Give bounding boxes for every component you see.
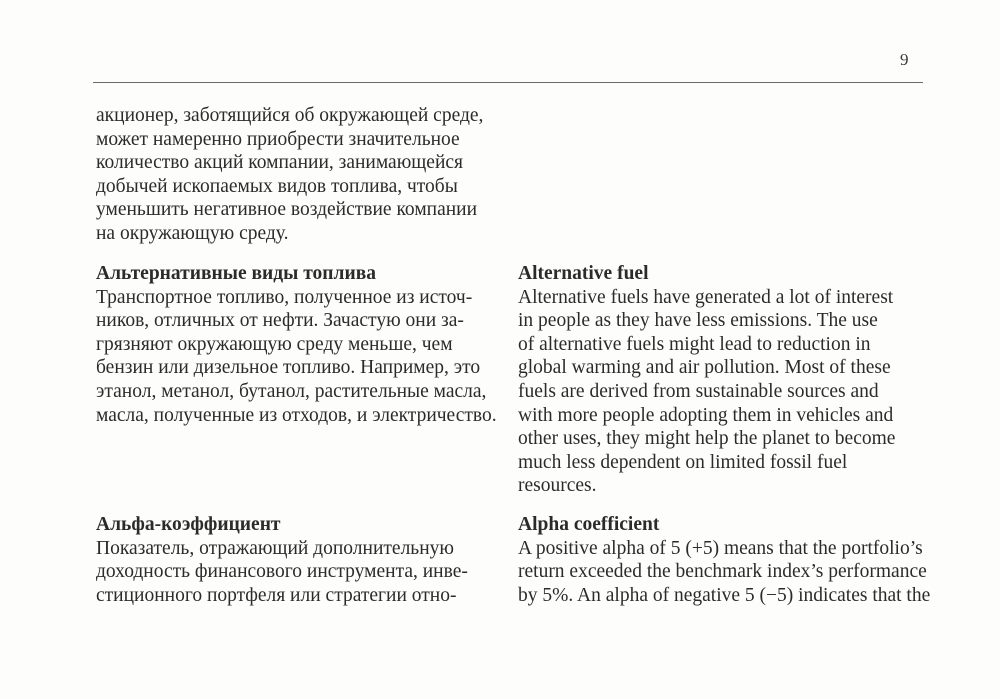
text-line: A positive alpha of 5 (+5) means that the portfolio’s	[518, 537, 923, 559]
text-line: масла, полученные из отходов, и электричество.	[96, 404, 497, 426]
glossary-entry-alpha-coefficient-ru	[96, 513, 468, 607]
text-line: Транспортное топливо, полученное из источ-	[96, 286, 473, 308]
text-line: этанол, метанол, бутанол, растительные масла,	[96, 380, 487, 402]
glossary-entry-alternative-fuel-en	[518, 262, 895, 498]
text-line: добычей ископаемых видов топлива, чтобы	[96, 175, 458, 197]
intro-paragraph	[96, 104, 483, 246]
header-rule	[93, 82, 923, 83]
entry-term: Alpha coefficient	[518, 514, 660, 535]
text-line: with more people adopting them in vehicles and	[518, 404, 894, 426]
page-number: 9	[900, 50, 909, 69]
text-line: return exceeded the benchmark index’s performance	[518, 561, 927, 583]
text-line: может намеренно приобрести значительное	[96, 128, 460, 150]
text-line: количество акций компании, занимающейся	[96, 152, 464, 174]
text-line: доходность финансового инструмента, инве-	[96, 561, 468, 583]
text-line: global warming and air pollution. Most of these	[518, 357, 891, 379]
text-line: ников, отличных от нефти. Зачастую они за-	[96, 310, 464, 332]
text-line: грязняют окружающую среду меньше, чем	[96, 333, 453, 355]
entry-term: Альфа-коэффициент	[96, 514, 281, 535]
text-line: уменьшить негативное воздействие компании	[96, 199, 478, 221]
text-line: much less dependent on limited fossil fuel	[518, 451, 848, 473]
entry-term: Альтернативные виды топлива	[96, 263, 376, 284]
glossary-entry-alpha-coefficient-en	[518, 513, 930, 607]
text-line: fuels are derived from sustainable sources and	[518, 380, 879, 402]
entry-term: Alternative fuel	[518, 263, 649, 284]
text-line: other uses, they might help the planet to become	[518, 428, 896, 450]
glossary-entry-alternative-fuel-ru	[96, 262, 497, 427]
text-line: of alternative fuels might lead to reduction in	[518, 333, 871, 355]
text-line: resources.	[518, 475, 597, 497]
text-line: бензин или дизельное топливо. Например, это	[96, 357, 481, 379]
text-line: на окружающую среду.	[96, 222, 289, 244]
text-line: Alternative fuels have generated a lot of interest	[518, 286, 894, 308]
text-line: Показатель, отражающий дополнительную	[96, 537, 454, 559]
text-line: стиционного портфеля или стратегии отно-	[96, 584, 457, 606]
text-line: акционер, заботящийся об окружающей среде,	[96, 105, 484, 126]
text-line: in people as they have less emissions. The use	[518, 310, 878, 332]
text-line: by 5%. An alpha of negative 5 (−5) indicates that the	[518, 584, 931, 606]
